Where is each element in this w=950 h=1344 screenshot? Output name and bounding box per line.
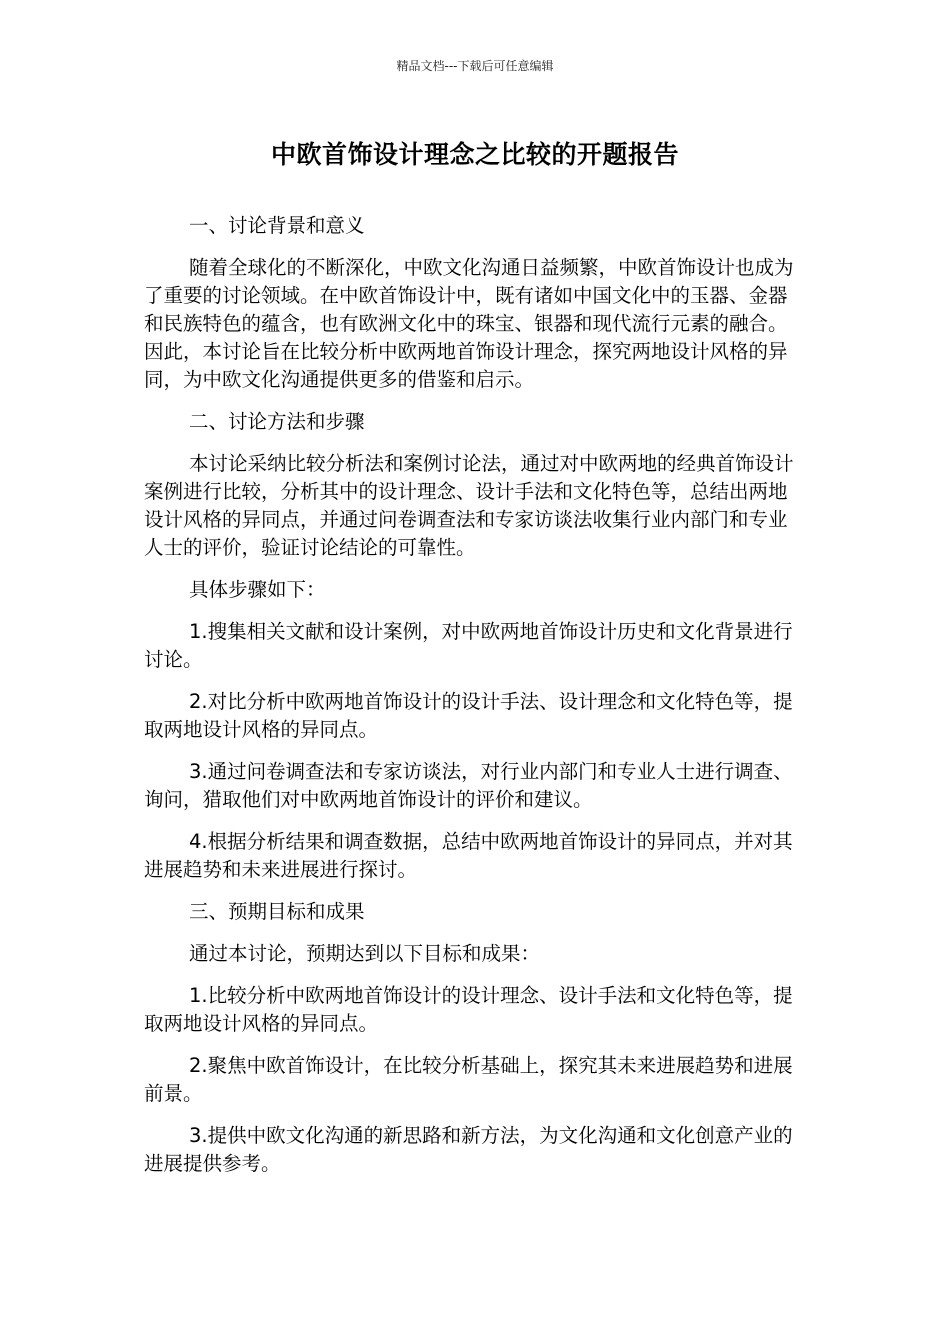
- document-body: [144, 212, 800, 1192]
- section-heading-methods: 二、讨论方法和步骤: [189, 410, 365, 433]
- paragraph-background: 随着全球化的不断深化，中欧文化沟通日益频繁，中欧首饰设计也成为了重要的讨论领域。在中欧首饰设计中，既有诸如中国文化中的玉器、金器和民族特色的蕴含，也有欧洲文化中的珠宝、银器和现代流行元素的融合。因此，本讨论旨在比较分析中欧两地首饰设计理念，探究两地设计风格的异同，为中欧文化沟通提供更多的借鉴和启示。: [144, 256, 794, 391]
- list-item-step-2: 2.对比分析中欧两地首饰设计的设计手法、设计理念和文化特色等，提取两地设计风格的异同点。: [144, 690, 793, 741]
- paragraph-methods: 本讨论采纳比较分析法和案例讨论法，通过对中欧两地的经典首饰设计案例进行比较，分析其中的设计理念、设计手法和文化特色等，总结出两地设计风格的异同点，并通过问卷调查法和专家访谈法收集行业内部门和专业人士的评价，验证讨论结论的可靠性。: [144, 452, 794, 559]
- list-item-goal-2: 2.聚焦中欧首饰设计，在比较分析基础上，探究其未来进展趋势和进展前景。: [144, 1054, 793, 1105]
- section-heading-background: 一、讨论背景和意义: [189, 214, 365, 237]
- paragraph-goals-intro: 通过本讨论，预期达到以下目标和成果：: [189, 942, 541, 965]
- paragraph-steps-intro: 具体步骤如下：: [189, 578, 326, 601]
- list-item-goal-3: 3.提供中欧文化沟通的新思路和新方法，为文化沟通和文化创意产业的进展提供参考。: [144, 1124, 793, 1175]
- list-item-step-4: 4.根据分析结果和调查数据，总结中欧两地首饰设计的异同点，并对其进展趋势和未来进展进行探讨。: [144, 830, 793, 881]
- section-heading-goals: 三、预期目标和成果: [189, 900, 365, 923]
- list-item-step-1: 1.搜集相关文献和设计案例，对中欧两地首饰设计历史和文化背景进行讨论。: [144, 620, 793, 671]
- page-header: 精品文档---下载后可任意编辑: [396, 59, 554, 73]
- list-item-goal-1: 1.比较分析中欧两地首饰设计的设计理念、设计手法和文化特色等，提取两地设计风格的异同点。: [144, 984, 793, 1035]
- document-title: 中欧首饰设计理念之比较的开题报告: [270, 140, 679, 169]
- list-item-step-3: 3.通过问卷调查法和专家访谈法，对行业内部门和专业人士进行调查、询问，猎取他们对中欧两地首饰设计的评价和建议。: [144, 760, 793, 811]
